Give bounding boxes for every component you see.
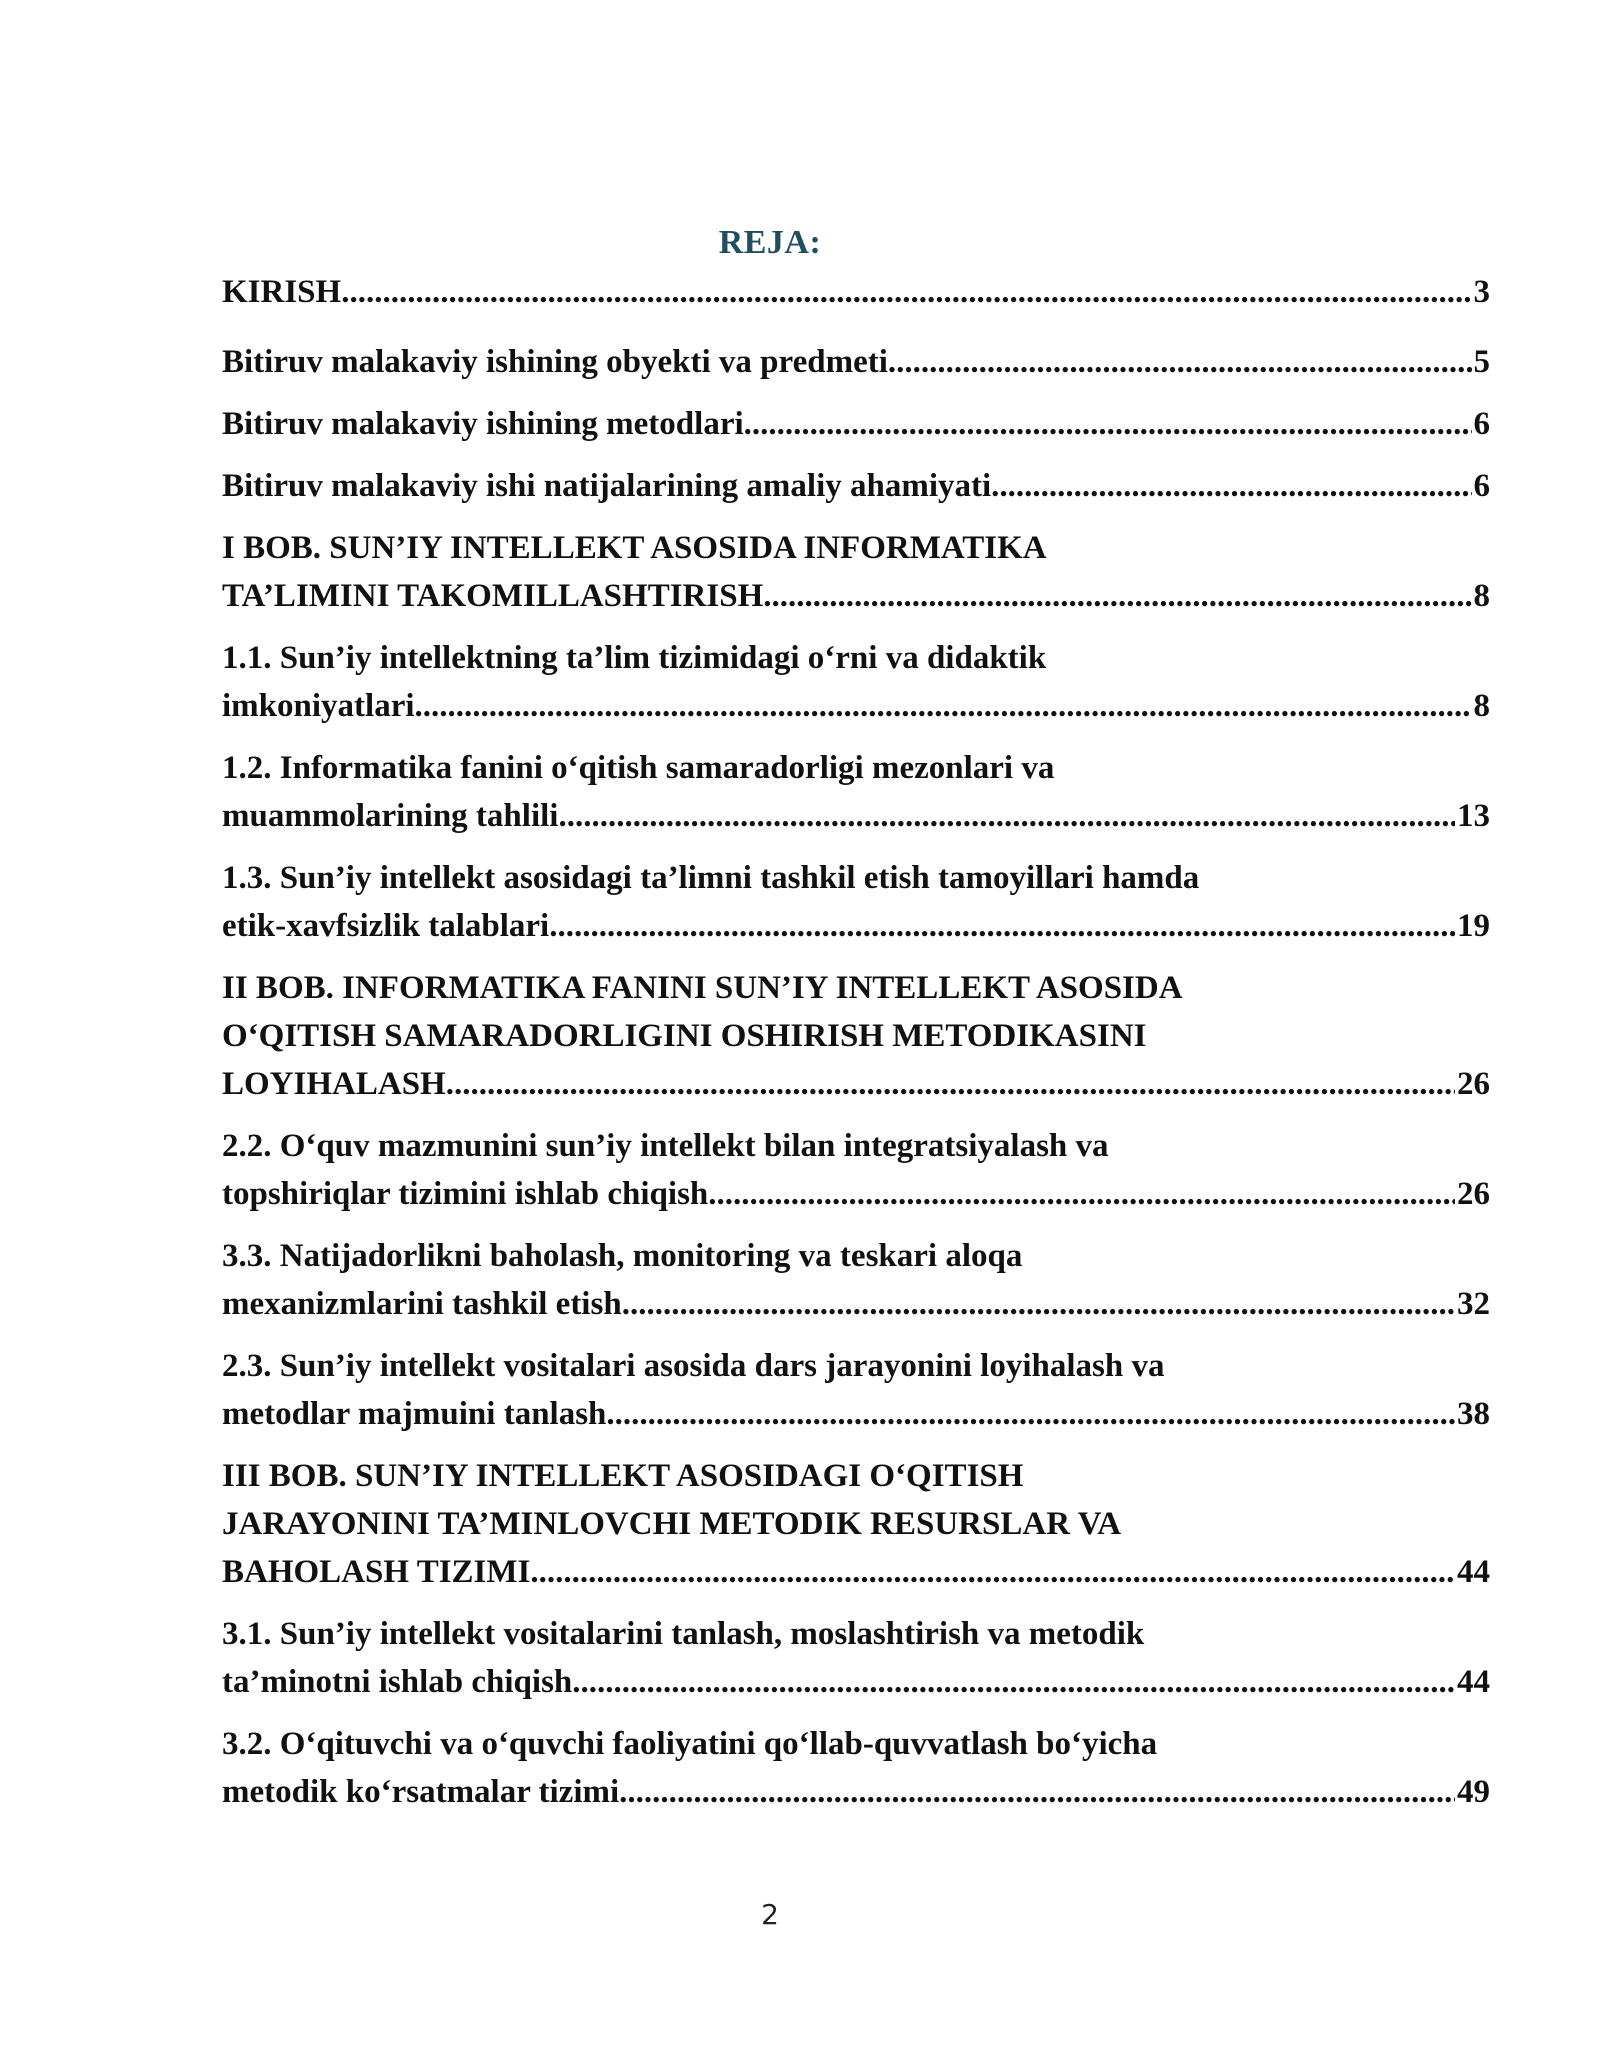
- toc-entry-last-line: [222, 902, 1490, 950]
- toc-entry-page: 8: [1473, 578, 1490, 614]
- toc-entry: [222, 524, 1490, 620]
- toc-entry-page: 6: [1473, 468, 1490, 504]
- toc-entry-title: mexanizmlarini tashkil etish: [222, 1286, 622, 1322]
- toc-entry: [222, 1122, 1490, 1218]
- dot-leader: [558, 792, 1455, 840]
- dot-leader: [446, 1060, 1455, 1108]
- toc-entry-line: 1.3. Sun’iy intellekt asosidagi ta’limni tashkil etish tamoyillari hamda: [222, 860, 1200, 896]
- dot-leader: [415, 682, 1472, 730]
- toc-entry-last-line: [222, 1658, 1490, 1706]
- toc-entry-line: II BOB. INFORMATIKA FANINI SUN’IY INTELLEKT ASOSIDA: [222, 970, 1183, 1006]
- toc-entry-page: 44: [1457, 1554, 1490, 1590]
- toc-entry-last-line: [222, 1390, 1490, 1438]
- toc-entry-last-line: [222, 268, 1490, 316]
- page-title: REJA:: [718, 224, 822, 261]
- toc-entry: [222, 400, 1490, 448]
- page-number: 2: [761, 1898, 779, 1931]
- toc-entry-title: ta’minotni ishlab chiqish: [222, 1664, 573, 1700]
- toc-entry-title: TA’LIMINI TAKOMILLASHTIRISH: [222, 578, 764, 614]
- toc-entry-last-line: [222, 1768, 1490, 1816]
- toc-entry-line: O‘QITISH SAMARADORLIGINI OSHIRISH METODIKASINI: [222, 1018, 1147, 1054]
- toc-entry-title: Bitiruv malakaviy ishi natijalarining amaliy ahamiyati: [222, 468, 992, 504]
- dot-leader: [622, 1280, 1455, 1328]
- toc-entry: [222, 634, 1490, 730]
- toc-entry-title: BAHOLASH TIZIMI: [222, 1554, 531, 1590]
- dot-leader: [744, 400, 1472, 448]
- toc-entry-title: Bitiruv malakaviy ishining metodlari: [222, 406, 744, 442]
- toc-entry-last-line: [222, 1060, 1490, 1108]
- toc-entry-page: 3: [1473, 274, 1490, 310]
- toc-entry-page: 26: [1457, 1176, 1490, 1212]
- dot-leader: [888, 338, 1472, 386]
- toc-entry-line: I BOB. SUN’IY INTELLEKT ASOSIDA INFORMATIKA: [222, 530, 1047, 566]
- toc-entry: [222, 964, 1490, 1108]
- dot-leader: [572, 1658, 1455, 1706]
- toc-entry-title: KIRISH: [222, 274, 342, 310]
- toc-entry-page: 32: [1457, 1286, 1490, 1322]
- toc-entry: [222, 462, 1490, 510]
- toc-entry-last-line: [222, 462, 1490, 510]
- toc-entry-line: JARAYONINI TA’MINLOVCHI METODIK RESURSLAR VA: [222, 1506, 1122, 1542]
- toc-entry-last-line: [222, 1548, 1490, 1596]
- dot-leader: [549, 902, 1455, 950]
- toc-entry-title: metodlar majmuini tanlash: [222, 1396, 607, 1432]
- toc-entry: [222, 744, 1490, 840]
- dot-leader: [708, 1170, 1455, 1218]
- toc-entry-page: 8: [1473, 688, 1490, 724]
- toc-entry-title: metodik ko‘rsatmalar tizimi: [222, 1774, 620, 1810]
- toc-entry-page: 6: [1473, 406, 1490, 442]
- toc-entry-line: 2.2. O‘quv mazmunini sun’iy intellekt bilan integratsiyalash va: [222, 1128, 1109, 1164]
- toc-entry-last-line: [222, 338, 1490, 386]
- toc-entry: [222, 338, 1490, 386]
- toc-entry-line: 3.2. O‘qituvchi va o‘quvchi faoliyatini qo‘llab-quvvatlash bo‘yicha: [222, 1726, 1158, 1762]
- toc-entry-title: LOYIHALASH: [222, 1066, 446, 1102]
- dot-leader: [991, 462, 1471, 510]
- toc-entry-title: topshiriqlar tizimini ishlab chiqish: [222, 1176, 709, 1212]
- dot-leader: [530, 1548, 1455, 1596]
- toc-entry: [222, 1610, 1490, 1706]
- toc-entry-line: III BOB. SUN’IY INTELLEKT ASOSIDAGI O‘QITISH: [222, 1458, 1024, 1494]
- toc-entry: [222, 1232, 1490, 1328]
- dot-leader: [606, 1390, 1455, 1438]
- toc-entry-title: muammolarining tahlili: [222, 798, 559, 834]
- toc-entry-title: imkoniyatlari: [222, 688, 415, 724]
- toc-entry-page: 19: [1457, 908, 1490, 944]
- toc-entry-page: 26: [1457, 1066, 1490, 1102]
- toc-entry-line: 2.3. Sun’iy intellekt vositalari asosida dars jarayonini loyihalash va: [222, 1348, 1165, 1384]
- toc-entry: [222, 854, 1490, 950]
- toc-entry-line: 3.1. Sun’iy intellekt vositalarini tanlash, moslashtirish va metodik: [222, 1616, 1145, 1652]
- dot-leader: [341, 268, 1471, 316]
- dot-leader: [619, 1768, 1455, 1816]
- toc-entry-last-line: [222, 792, 1490, 840]
- toc-entry-last-line: [222, 682, 1490, 730]
- toc-entry-page: 38: [1457, 1396, 1490, 1432]
- toc-entry-last-line: [222, 1170, 1490, 1218]
- toc-entry-line: 3.3. Natijadorlikni baholash, monitoring va teskari aloqa: [222, 1238, 1023, 1274]
- dot-leader: [763, 572, 1471, 620]
- toc-entry: [222, 1342, 1490, 1438]
- toc-entry-last-line: [222, 400, 1490, 448]
- toc-entry-line: 1.1. Sun’iy intellektning ta’lim tizimidagi o‘rni va didaktik: [222, 640, 1047, 676]
- toc-entry-page: 5: [1473, 344, 1490, 380]
- toc-entry-title: etik-xavfsizlik talablari: [222, 908, 550, 944]
- toc-entry: [222, 1452, 1490, 1596]
- toc-entry-page: 49: [1457, 1774, 1490, 1810]
- table-of-contents: [222, 268, 1490, 1830]
- toc-entry-last-line: [222, 1280, 1490, 1328]
- toc-entry: [222, 1720, 1490, 1816]
- toc-entry-page: 13: [1457, 798, 1490, 834]
- toc-entry-page: 44: [1457, 1664, 1490, 1700]
- toc-entry-title: Bitiruv malakaviy ishining obyekti va predmeti: [222, 344, 888, 380]
- toc-entry: [222, 268, 1490, 316]
- toc-entry-last-line: [222, 572, 1490, 620]
- toc-entry-line: 1.2. Informatika fanini o‘qitish samaradorligi mezonlari va: [222, 750, 1055, 786]
